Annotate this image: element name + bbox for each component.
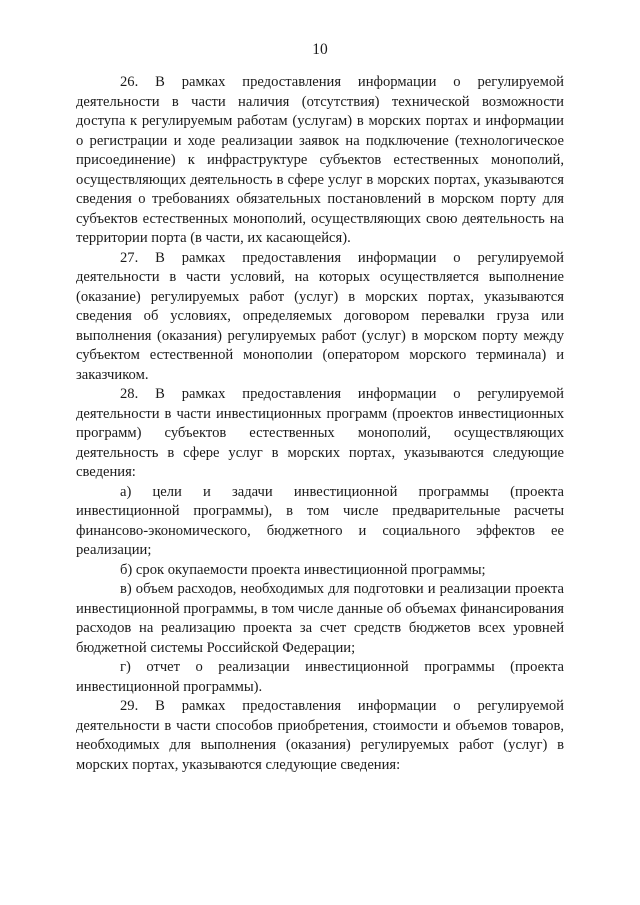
paragraph-27: 27. В рамках предоставления информации о регулируемой деятельности в части условий, на которых осуществляется выполнение (оказание) регулируемых работ (услуг) в морских портах, указываются сведения об условиях, определяемых договором перевалки груза или выполнения (оказания) регулируемых работ (услуг) в морском порту между субъектом естественной монополии (оператором морского терминала) и заказчиком. bbox=[76, 249, 564, 383]
paragraph-29: 29. В рамках предоставления информации о регулируемой деятельности в части способов приобретения, стоимости и объемов товаров, необходимых для выполнения (оказания) регулируемых работ (услуг) в морских портах, указываются следующие сведения: bbox=[76, 698, 564, 773]
paragraph-26: 26. В рамках предоставления информации о регулируемой деятельности в части наличия (отсутствия) технической возможности доступа к регулируемым работам (услугам) в морских портах и информации о регистрации и ходе реализации заявок на подключение (технологическое присоединение) к инфраструктуре субъектов естественных монополий, осуществляющих деятельность в сфере услуг в морских портах, указываются сведения о требованиях обязательных постановлений в морском порту для субъектов естественных монополий, осуществляющих свою деятельность на территории порта (в части, их касающейся). bbox=[76, 74, 564, 246]
page-number: 10 bbox=[312, 41, 328, 58]
paragraph-28: 28. В рамках предоставления информации о регулируемой деятельности в части инвестиционных программ (проектов инвестиционных программ) субъектов естественных монополий, осуществляющих деятельность в сфере услуг в морских портах, указываются следующие сведения: bbox=[76, 386, 564, 480]
document-body bbox=[76, 73, 564, 775]
paragraph-28-item-v: в) объем расходов, необходимых для подготовки и реализации проекта инвестиционной программы, в том числе данные об объемах финансирования расходов на реализацию проекта за счет средств бюджетов всех уровней бюджетной системы Российской Федерации; bbox=[76, 581, 564, 656]
paragraph-28-item-b: б) срок окупаемости проекта инвестиционной программы; bbox=[120, 561, 486, 578]
paragraph-28-item-a: а) цели и задачи инвестиционной программы (проекта инвестиционной программы), в том числе предварительные расчеты финансово-экономического, бюджетного и социального эффектов ее реализации; bbox=[76, 483, 564, 558]
paragraph-28-item-g: г) отчет о реализации инвестиционной программы (проекта инвестиционной программы). bbox=[76, 659, 564, 695]
